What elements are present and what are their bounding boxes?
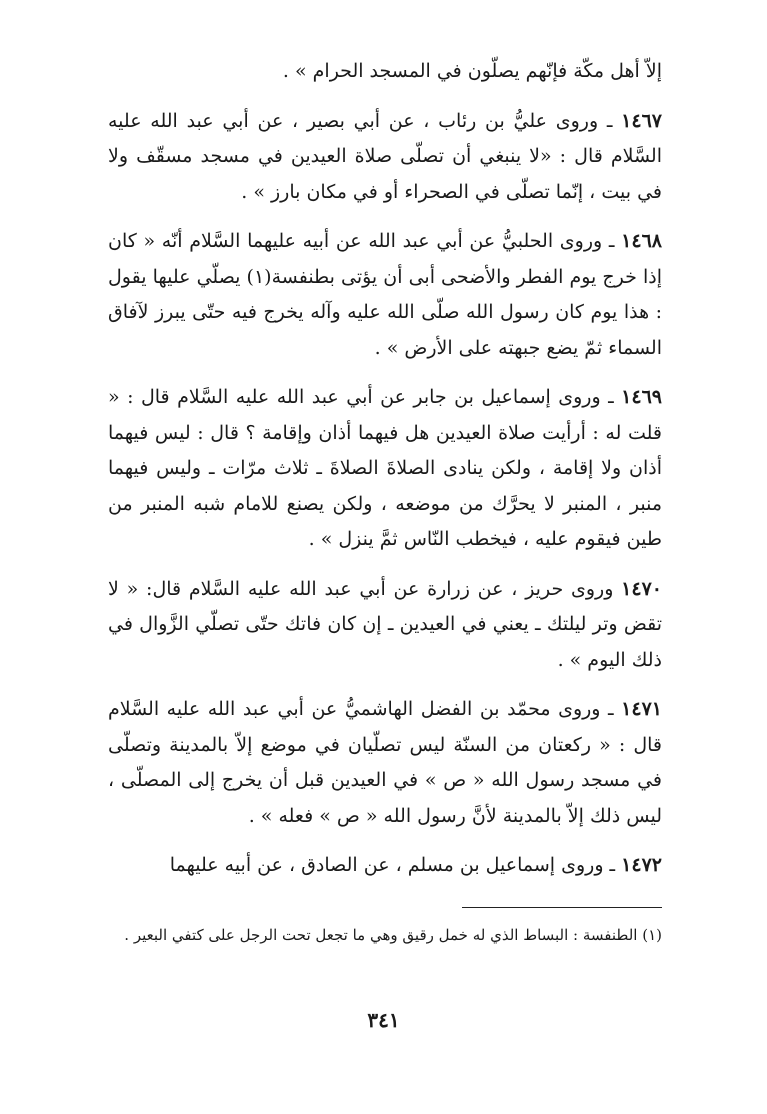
paragraph-1469 (108, 380, 662, 558)
paragraph-text: ـ وروى محمّد بن الفضل الهاشميُّ عن أبي عبد الله عليه السَّلام قال : « ركعتان من السنّة ليس تصلّيان في موضع إلاّ بالمدينة وتصلّى في مسجد رسول الله « ص » في العيدين قبل أن يخرج إلى المصلّى ، ليس ذلك إلاّ بالمدينة لأنَّ رسول الله « ص » فعله » . (108, 698, 662, 827)
paragraph-text: ـ وروى الحلبيُّ عن أبي عبد الله عن أبيه عليهما السَّلام أنّه « كان إذا خرج يوم الفطر والأضحى أبى أن يؤتى بطنفسة(١) يصلّي عليها يقول : هذا يوم كان رسول الله صلّى الله عليه وآله يخرج فيه حتّى يبرز لآفاق السماء ثمّ يضع جبهته على الأرض » . (108, 230, 662, 359)
paragraph-text: ـ وروى عليُّ بن رئاب ، عن أبي بصير ، عن أبي عبد الله عليه السَّلام قال : «لا ينبغي أن تصلّى صلاة العيدين في مسجد مسقّف ولا في بيت ، إنّما تصلّى في الصحراء أو في مكان بارز » . (108, 109, 662, 203)
paragraph-1472 (108, 848, 662, 884)
hadith-number: ١٤٧٠ (621, 577, 662, 600)
footnote: (١) الطنفسة : البساط الذي له خمل رقيق وهي ما تجعل تحت الرجل على كتفي البعير . (124, 926, 662, 944)
footnote-separator (462, 907, 662, 908)
hadith-number: ١٤٧١ (621, 698, 662, 720)
hadith-number: ١٤٧٢ (621, 854, 662, 876)
paragraph-0 (108, 54, 662, 90)
paragraph-text: ـ وروى إسماعيل بن مسلم ، عن الصادق ، عن أبيه عليهما (169, 854, 622, 876)
paragraph-1470 (108, 572, 662, 679)
paragraph-1467 (108, 104, 662, 211)
paragraph-1468 (108, 224, 662, 366)
hadith-number: ١٤٦٨ (621, 230, 662, 252)
hadith-number: ١٤٦٧ (621, 109, 662, 132)
page-body (108, 54, 662, 898)
paragraph-1471 (108, 692, 662, 834)
hadith-number: ١٤٦٩ (621, 386, 662, 408)
paragraph-text: وروى حريز ، عن زرارة عن أبي عبد الله عليه السَّلام قال: « لا تقض وتر ليلتك ـ يعني في العيدين ـ إن كان فاتك حتّى تصلّي الزَّوال في ذلك اليوم » . (108, 577, 662, 671)
paragraph-text: ـ وروى إسماعيل بن جابر عن أبي عبد الله عليه السَّلام قال : « قلت له : أرأيت صلاة العيدين هل فيهما أذان وإقامة ؟ قال : ليس فيهما أذان ولا إقامة ، ولكن ينادى الصلاةَ الصلاةَ ـ ثلاث مرّات ـ وليس فيهما منبر ، المنبر لا يحرَّك من موضعه ، ولكن يصنع للامام شبه المنبر من طين فيقوم عليه ، فيخطب النّاس ثمَّ ينزل » . (108, 386, 662, 550)
page-number: ٣٤١ (367, 1008, 400, 1032)
paragraph-text: إلاّ أهل مكّة فإنّهم يصلّون في المسجد الحرام » . (282, 60, 662, 82)
